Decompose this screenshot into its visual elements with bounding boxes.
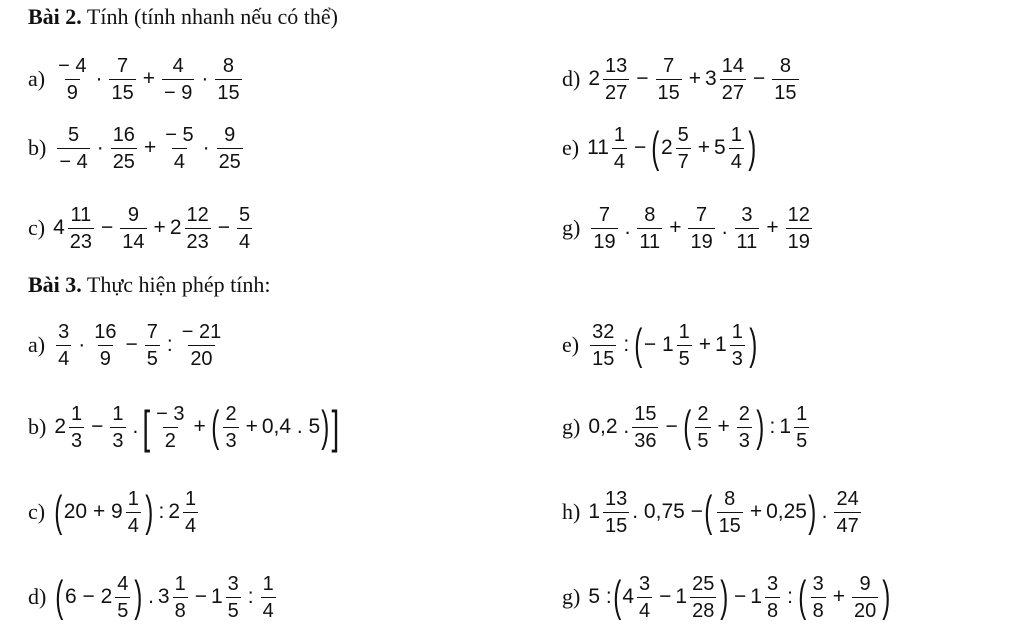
fraction: [690, 573, 716, 622]
numerator: 11: [70, 203, 92, 226]
number: 2: [169, 216, 182, 239]
problem-expression: [587, 124, 757, 173]
denominator: − 4: [57, 148, 89, 173]
bai2-title-bold: Bài 2.: [28, 4, 82, 29]
bai3-problem-d: [28, 565, 279, 629]
operator: +: [717, 415, 730, 438]
number: 5 :: [588, 585, 612, 608]
number: 1: [779, 415, 792, 438]
fraction: [786, 204, 812, 253]
denominator: 5: [794, 427, 809, 452]
numerator: 3: [812, 572, 824, 595]
denominator: 23: [68, 228, 94, 253]
bai3-heading: [28, 272, 271, 298]
denominator: 3: [737, 427, 752, 452]
operator: −: [217, 216, 231, 239]
denominator: 3: [223, 427, 238, 452]
denominator: 4: [612, 148, 627, 173]
fraction: [154, 403, 186, 452]
numerator: 2: [738, 402, 750, 425]
denominator: 4: [126, 512, 141, 537]
parenthesis: ): [808, 487, 817, 536]
operator: −: [752, 67, 766, 90]
denominator: 4: [637, 597, 652, 622]
problem-label: b): [28, 414, 47, 439]
denominator: 25: [111, 148, 137, 173]
number: 20 + 9: [63, 500, 123, 523]
operator: :: [787, 585, 793, 608]
denominator: 19: [591, 228, 617, 253]
denominator: 27: [720, 79, 746, 104]
numerator: 2: [225, 402, 237, 425]
fraction: [115, 573, 130, 622]
operator: −: [734, 585, 747, 608]
fraction: [185, 204, 211, 253]
operator: −: [91, 415, 104, 438]
fraction: [215, 55, 241, 104]
number: 4: [622, 585, 635, 608]
operator: .: [721, 216, 728, 239]
numerator: 12: [787, 203, 810, 226]
numerator: 15: [634, 402, 657, 425]
numerator: 8: [724, 487, 736, 510]
fraction: [56, 321, 71, 370]
denominator: 8: [811, 597, 826, 622]
denominator: 27: [603, 79, 629, 104]
number: 2: [54, 415, 67, 438]
fraction: [720, 55, 746, 104]
problem-expression: [53, 204, 255, 253]
numerator: 16: [94, 320, 117, 343]
fraction: [223, 403, 238, 452]
denominator: 7: [676, 148, 691, 173]
fraction: [737, 403, 752, 452]
numerator: 1: [730, 123, 742, 146]
parenthesis: ): [145, 487, 154, 536]
operator: −: [634, 136, 647, 159]
numerator: 1: [185, 487, 197, 510]
bai3-problem-a: [28, 313, 226, 377]
fraction: [111, 124, 137, 173]
problem-expression: [54, 124, 245, 173]
denominator: 15: [109, 79, 135, 104]
bai3-problem-c: [28, 480, 201, 544]
problem-label: c): [28, 215, 46, 240]
problem-label: e): [562, 332, 580, 357]
numerator: 1: [127, 487, 139, 510]
denominator: 2: [163, 427, 178, 452]
fraction: [811, 573, 826, 622]
operator: :: [247, 585, 254, 608]
bracket: ]: [331, 401, 340, 453]
denominator: 5: [226, 597, 241, 622]
parenthesis: (: [54, 487, 63, 536]
fraction: [110, 403, 125, 452]
fraction: [237, 204, 252, 253]
numerator: 1: [796, 402, 808, 425]
bai2-title-text: Tính (tính nhanh nếu có thể): [81, 4, 338, 29]
fraction: [180, 321, 223, 370]
problem-label: b): [28, 135, 47, 160]
denominator: 5: [145, 345, 160, 370]
numerator: 5: [67, 123, 80, 146]
numerator: 2: [697, 402, 709, 425]
operator: −: [194, 585, 207, 608]
bai2-problem-c: [28, 196, 255, 260]
bai2-problem-a: [28, 47, 245, 111]
denominator: 5: [695, 427, 710, 452]
operator: :: [158, 500, 165, 523]
denominator: 9: [98, 345, 113, 370]
number: − 1: [643, 333, 674, 356]
numerator: 7: [696, 203, 708, 226]
numerator: 8: [779, 54, 791, 77]
fraction: [92, 321, 118, 370]
number: 1: [210, 585, 223, 608]
bai2-heading: [28, 4, 338, 30]
fraction: [109, 55, 135, 104]
problem-label: h): [562, 499, 581, 524]
number: 5: [714, 136, 726, 159]
fraction: [765, 573, 780, 622]
fraction: [120, 204, 146, 253]
numerator: 1: [262, 572, 274, 595]
number: 2: [588, 67, 601, 90]
fraction: [183, 488, 198, 537]
operator: +: [697, 136, 711, 159]
numerator: 5: [677, 123, 689, 146]
fraction: [677, 321, 692, 370]
denominator: 15: [215, 79, 241, 104]
numerator: 3: [741, 203, 753, 226]
number: 4: [53, 216, 65, 239]
operator: +: [749, 500, 763, 523]
bai3-problem-g2: [562, 565, 892, 629]
denominator: 4: [237, 228, 252, 253]
operator: .: [624, 216, 631, 239]
operator: .: [132, 415, 139, 438]
operator: +: [153, 216, 166, 239]
denominator: 4: [172, 148, 187, 173]
numerator: 1: [613, 123, 626, 146]
parenthesis: ): [756, 402, 765, 451]
fraction: [603, 488, 629, 537]
denominator: 15: [717, 512, 743, 537]
fraction: [717, 488, 743, 537]
numerator: 1: [71, 402, 83, 425]
problem-expression: [588, 55, 801, 104]
numerator: 32: [592, 320, 615, 343]
numerator: 12: [186, 203, 209, 226]
problem-expression: [53, 321, 226, 370]
problem-label: d): [562, 66, 581, 91]
number: 1: [675, 585, 688, 608]
operator: +: [193, 415, 206, 438]
numerator: 8: [644, 203, 656, 226]
parenthesis: ): [749, 320, 758, 369]
numerator: − 5: [165, 123, 194, 146]
numerator: 1: [174, 572, 186, 595]
fraction: [656, 55, 682, 104]
numerator: 1: [112, 402, 124, 425]
fraction: [729, 124, 744, 173]
problem-label: d): [28, 584, 47, 609]
bai3-title-text: Thực hiện phép tính:: [81, 272, 271, 297]
operator: +: [245, 415, 258, 438]
problem-expression: [587, 321, 758, 370]
denominator: 3: [69, 427, 84, 452]
parenthesis: (: [798, 572, 807, 621]
number: 3: [705, 67, 717, 90]
denominator: 5: [677, 345, 692, 370]
parenthesis: ): [720, 572, 729, 621]
operator: ·: [95, 67, 103, 90]
fraction: [688, 204, 714, 253]
denominator: 15: [590, 345, 616, 370]
problem-expression: [588, 204, 815, 253]
number: 3: [157, 585, 170, 608]
problem-expression: [588, 403, 812, 452]
denominator: 4: [56, 345, 71, 370]
fraction: [591, 204, 617, 253]
fraction: [68, 204, 94, 253]
denominator: 28: [690, 597, 716, 622]
parenthesis: ): [882, 572, 891, 621]
denominator: 15: [772, 79, 798, 104]
denominator: 9: [65, 79, 80, 104]
operator: −: [101, 216, 114, 239]
numerator: 1: [731, 320, 743, 343]
denominator: 8: [765, 597, 780, 622]
denominator: 47: [834, 512, 860, 537]
numerator: 4: [117, 572, 129, 595]
parenthesis: (: [612, 572, 622, 621]
operator: :: [769, 415, 776, 438]
fraction: [69, 403, 84, 452]
operator: +: [669, 216, 682, 239]
parenthesis: (: [683, 402, 692, 451]
operator: :: [166, 333, 173, 356]
parenthesis: (: [55, 572, 64, 621]
number: 0,25: [766, 500, 807, 523]
fraction: [145, 321, 160, 370]
number: 2: [660, 136, 673, 159]
problem-label: e): [562, 135, 580, 160]
denominator: − 9: [162, 79, 194, 104]
operator: +: [698, 333, 712, 356]
fraction: [735, 204, 760, 253]
number: 2: [168, 500, 181, 523]
fraction: [637, 573, 652, 622]
denominator: 4: [261, 597, 276, 622]
bracket: [: [142, 401, 151, 453]
numerator: 16: [112, 123, 135, 146]
denominator: 15: [603, 512, 629, 537]
operator: +: [832, 585, 845, 608]
operator: +: [766, 216, 779, 239]
operator: −: [665, 415, 678, 438]
denominator: 15: [656, 79, 682, 104]
number: 11: [587, 136, 609, 159]
numerator: 9: [127, 203, 139, 226]
operator: +: [143, 136, 157, 159]
bai3-problem-b: [28, 395, 340, 459]
problem-expression: [588, 573, 892, 622]
fraction: [612, 124, 627, 173]
denominator: 19: [786, 228, 812, 253]
operator: ·: [96, 136, 104, 159]
number: 1: [715, 333, 727, 356]
parenthesis: (: [704, 487, 713, 536]
fraction: [162, 55, 194, 104]
denominator: 5: [115, 597, 130, 622]
denominator: 4: [183, 512, 198, 537]
numerator: 7: [598, 203, 611, 226]
number: 0,4 . 5: [261, 415, 321, 438]
number: . 0,75 −: [632, 500, 703, 523]
bai3-title-bold: Bài 3.: [28, 272, 82, 297]
numerator: 3: [639, 572, 651, 595]
bai3-problem-h: [562, 480, 864, 544]
operator: ·: [202, 136, 210, 159]
problem-label: g): [562, 584, 581, 609]
problem-label: g): [562, 414, 581, 439]
fraction: [590, 321, 616, 370]
numerator: 4: [172, 54, 184, 77]
problem-label: a): [28, 66, 46, 91]
numerator: 3: [766, 572, 779, 595]
parenthesis: ): [748, 123, 757, 172]
numerator: 1: [678, 320, 690, 343]
numerator: 24: [836, 487, 859, 510]
fraction: [794, 403, 809, 452]
denominator: 19: [688, 228, 714, 253]
number: 6 − 2: [64, 585, 113, 608]
fraction: [676, 124, 691, 173]
fraction: [632, 403, 658, 452]
denominator: 14: [120, 228, 146, 253]
bai2-problem-g: [562, 196, 815, 260]
fraction: [57, 124, 89, 173]
parenthesis: (: [651, 123, 660, 172]
fraction: [261, 573, 276, 622]
problem-expression: [53, 488, 201, 537]
denominator: 23: [185, 228, 211, 253]
fraction: [852, 573, 878, 622]
parenthesis: ): [134, 572, 143, 621]
bai3-problem-g: [562, 395, 812, 459]
numerator: 9: [859, 572, 871, 595]
operator: .: [148, 585, 154, 608]
operator: +: [142, 67, 155, 90]
numerator: 9: [224, 123, 236, 146]
fraction: [834, 488, 860, 537]
operator: −: [125, 333, 138, 356]
fraction: [173, 573, 188, 622]
numerator: 25: [692, 572, 715, 595]
problem-expression: [588, 488, 863, 537]
numerator: 8: [222, 54, 235, 77]
problem-expression: [54, 573, 278, 622]
numerator: 7: [117, 54, 129, 77]
operator: +: [688, 67, 702, 90]
parenthesis: ): [321, 402, 330, 451]
bai2-problem-d: [562, 47, 802, 111]
denominator: 36: [632, 427, 658, 452]
fraction: [637, 204, 662, 253]
parenthesis: (: [211, 402, 220, 451]
bai2-problem-e: [562, 116, 758, 180]
denominator: 4: [729, 148, 744, 173]
denominator: 11: [735, 228, 760, 253]
parenthesis: (: [634, 320, 643, 369]
denominator: 25: [217, 148, 243, 173]
number: 0,2 .: [588, 415, 630, 438]
numerator: 5: [239, 203, 251, 226]
numerator: 3: [58, 320, 70, 343]
operator: .: [821, 500, 828, 523]
numerator: 3: [227, 572, 239, 595]
numerator: 13: [605, 54, 628, 77]
number: 1: [588, 500, 601, 523]
denominator: 3: [110, 427, 125, 452]
denominator: 3: [730, 345, 745, 370]
numerator: − 3: [156, 402, 185, 425]
problem-label: a): [28, 332, 46, 357]
fraction: [695, 403, 710, 452]
operator: :: [623, 333, 630, 356]
operator: −: [659, 585, 672, 608]
numerator: − 21: [181, 320, 222, 343]
problem-expression: [53, 55, 244, 104]
problem-label: g): [562, 215, 581, 240]
operator: ·: [201, 67, 209, 90]
fraction: [603, 55, 629, 104]
denominator: 11: [637, 228, 662, 253]
fraction: [772, 55, 798, 104]
numerator: 7: [146, 320, 158, 343]
bai2-problem-b: [28, 116, 246, 180]
denominator: 20: [852, 597, 878, 622]
fraction: [226, 573, 241, 622]
operator: ·: [78, 333, 86, 356]
fraction: [217, 124, 243, 173]
numerator: 14: [721, 54, 744, 77]
bai3-problem-e: [562, 313, 758, 377]
fraction: [126, 488, 141, 537]
fraction: [730, 321, 745, 370]
fraction: [163, 124, 195, 173]
numerator: − 4: [58, 54, 87, 77]
problem-expression: [54, 403, 339, 452]
denominator: 20: [188, 345, 214, 370]
problem-label: c): [28, 499, 46, 524]
fraction: [56, 55, 88, 104]
number: 1: [750, 585, 762, 608]
numerator: 13: [605, 487, 628, 510]
denominator: 8: [173, 597, 188, 622]
numerator: 7: [663, 54, 675, 77]
operator: −: [636, 67, 649, 90]
